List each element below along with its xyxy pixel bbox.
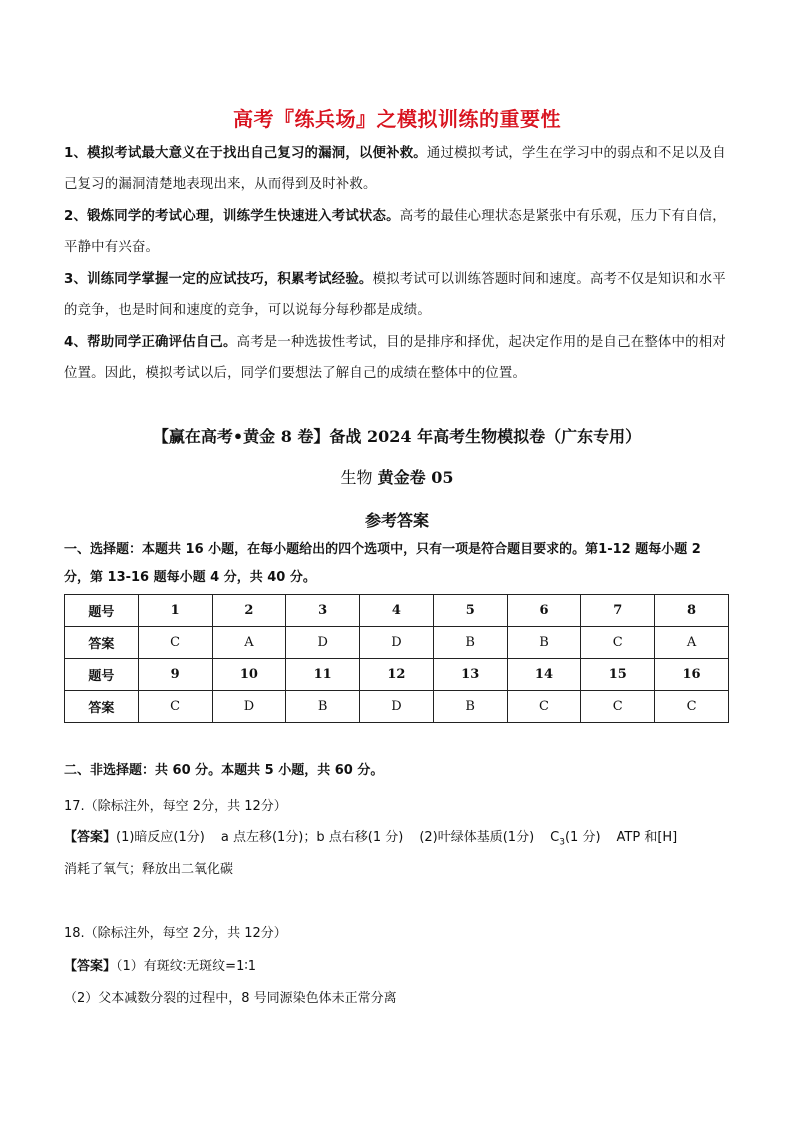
answer-table — [64, 594, 729, 723]
q18-answer-line-2: （2）父本减数分裂的过程中，8 号同源染色体未正常分离 — [64, 991, 397, 1006]
q17-answer-5: ATP 和[H] — [616, 830, 678, 845]
intro-point-4-text: 高考是一种选拔性考试，目的是排序和择优，起决定作用的是自己在整体中的相对位置。因此，模拟考试以后，同学们要想法了解自己的成绩在整体中的位置。 — [64, 335, 726, 381]
table-label-answer: 答案 — [65, 691, 139, 723]
table-cell-answer: C — [507, 691, 581, 723]
intro-point-3 — [64, 264, 730, 326]
table-cell-number: 2 — [212, 595, 286, 627]
table-label-answer: 答案 — [65, 627, 139, 659]
table-row — [65, 659, 729, 691]
table-cell-answer: B — [433, 627, 507, 659]
table-cell-number: 5 — [433, 595, 507, 627]
q17-answer-4-sub: 3 — [559, 837, 565, 848]
table-cell-answer: A — [655, 627, 729, 659]
intro-point-1-text: 通过模拟考试，学生在学习中的弱点和不足以及自己复习的漏洞清楚地表现出来，从而得到及时补救。 — [64, 146, 726, 192]
table-cell-answer: C — [581, 627, 655, 659]
table-cell-answer: C — [581, 691, 655, 723]
exam-subject: 生物 — [340, 468, 373, 487]
table-cell-answer: D — [286, 627, 360, 659]
q17-answer-3: (2)叶绿体基质(1分) — [419, 830, 535, 845]
table-row — [65, 691, 729, 723]
section-2-instructions: 二、非选择题：共 60 分。本题共 5 小题，共 60 分。 — [64, 763, 384, 778]
intro-point-4 — [64, 327, 730, 389]
q17-answer-4 — [550, 830, 601, 848]
answer-title: 参考答案 — [364, 511, 429, 530]
q17-answer-line — [64, 826, 730, 848]
table-cell-number: 4 — [360, 595, 434, 627]
intro-point-3-bold: 3、训练同学掌握一定的应试技巧，积累考试经验。 — [64, 272, 373, 287]
table-cell-answer: B — [507, 627, 581, 659]
table-cell-answer: C — [655, 691, 729, 723]
table-label-number: 题号 — [65, 659, 139, 691]
intro-point-3-text: 模拟考试可以训练答题时间和速度。高考不仅是知识和水平的竞争，也是时间和速度的竞争，可以说每分每秒都是成绩。 — [64, 272, 726, 318]
table-cell-answer: D — [360, 627, 434, 659]
intro-point-1 — [64, 138, 730, 200]
q17-answer-4-main: C — [550, 830, 560, 845]
table-cell-number: 8 — [655, 595, 729, 627]
q17-answer-label: 【答案】 — [64, 830, 117, 845]
q17-answer-line-2: 消耗了氧气；释放出二氧化碳 — [64, 862, 234, 877]
q18-answer-1: （1）有斑纹∶无斑纹=1∶1 — [116, 959, 256, 974]
table-cell-number: 15 — [581, 659, 655, 691]
intro-point-2-text: 高考的最佳心理状态是紧张中有乐观，压力下有自信，平静中有兴奋。 — [64, 209, 726, 255]
table-cell-number: 1 — [138, 595, 212, 627]
table-cell-number: 14 — [507, 659, 581, 691]
table-cell-answer: D — [212, 691, 286, 723]
table-cell-number: 11 — [286, 659, 360, 691]
table-cell-number: 12 — [360, 659, 434, 691]
intro-point-4-bold: 4、帮助同学正确评估自己。 — [64, 335, 237, 350]
table-cell-answer: D — [360, 691, 434, 723]
table-label-number: 题号 — [65, 595, 139, 627]
q17-answer-2: a 点左移(1分)；b 点右移(1 分) — [220, 830, 404, 845]
table-row — [65, 627, 729, 659]
q18-answer-line — [64, 955, 730, 974]
exam-title: 【赢在高考•黄金 8 卷】备战 2024 年高考生物模拟卷（广东专用） — [152, 427, 642, 446]
table-cell-number: 6 — [507, 595, 581, 627]
section-1-instructions: 一、选择题：本题共 16 小题，在每小题给出的四个选项中，只有一项是符合题目要求的。第1-12 题每小题 2 分，第 13-16 题每小题 4 分，共 40 分。 — [64, 542, 701, 585]
exam-subject-line — [0, 465, 794, 488]
table-cell-answer: A — [212, 627, 286, 659]
table-cell-number: 7 — [581, 595, 655, 627]
table-cell-number: 9 — [138, 659, 212, 691]
q17-answer-1: (1)暗反应(1分) — [116, 830, 205, 845]
q18-header: 18.（除标注外，每空 2分，共 12分） — [64, 926, 287, 941]
intro-title: 高考『练兵场』之模拟训练的重要性 — [233, 107, 561, 131]
table-cell-number: 10 — [212, 659, 286, 691]
table-cell-number: 3 — [286, 595, 360, 627]
q18-answer-label: 【答案】 — [64, 959, 117, 974]
exam-volume: 黄金卷 05 — [377, 468, 454, 487]
intro-point-2 — [64, 201, 730, 263]
table-row — [65, 595, 729, 627]
table-cell-answer: C — [138, 627, 212, 659]
intro-point-2-bold: 2、锻炼同学的考试心理，训练学生快速进入考试状态。 — [64, 209, 400, 224]
table-cell-number: 16 — [655, 659, 729, 691]
q17-answer-4-rest: (1 分) — [564, 830, 601, 845]
intro-point-1-bold: 1、模拟考试最大意义在于找出自己复习的漏洞，以便补救。 — [64, 146, 427, 161]
table-cell-answer: B — [433, 691, 507, 723]
table-cell-number: 13 — [433, 659, 507, 691]
table-cell-answer: C — [138, 691, 212, 723]
table-cell-answer: B — [286, 691, 360, 723]
q17-header: 17.（除标注外，每空 2分，共 12分） — [64, 799, 287, 814]
